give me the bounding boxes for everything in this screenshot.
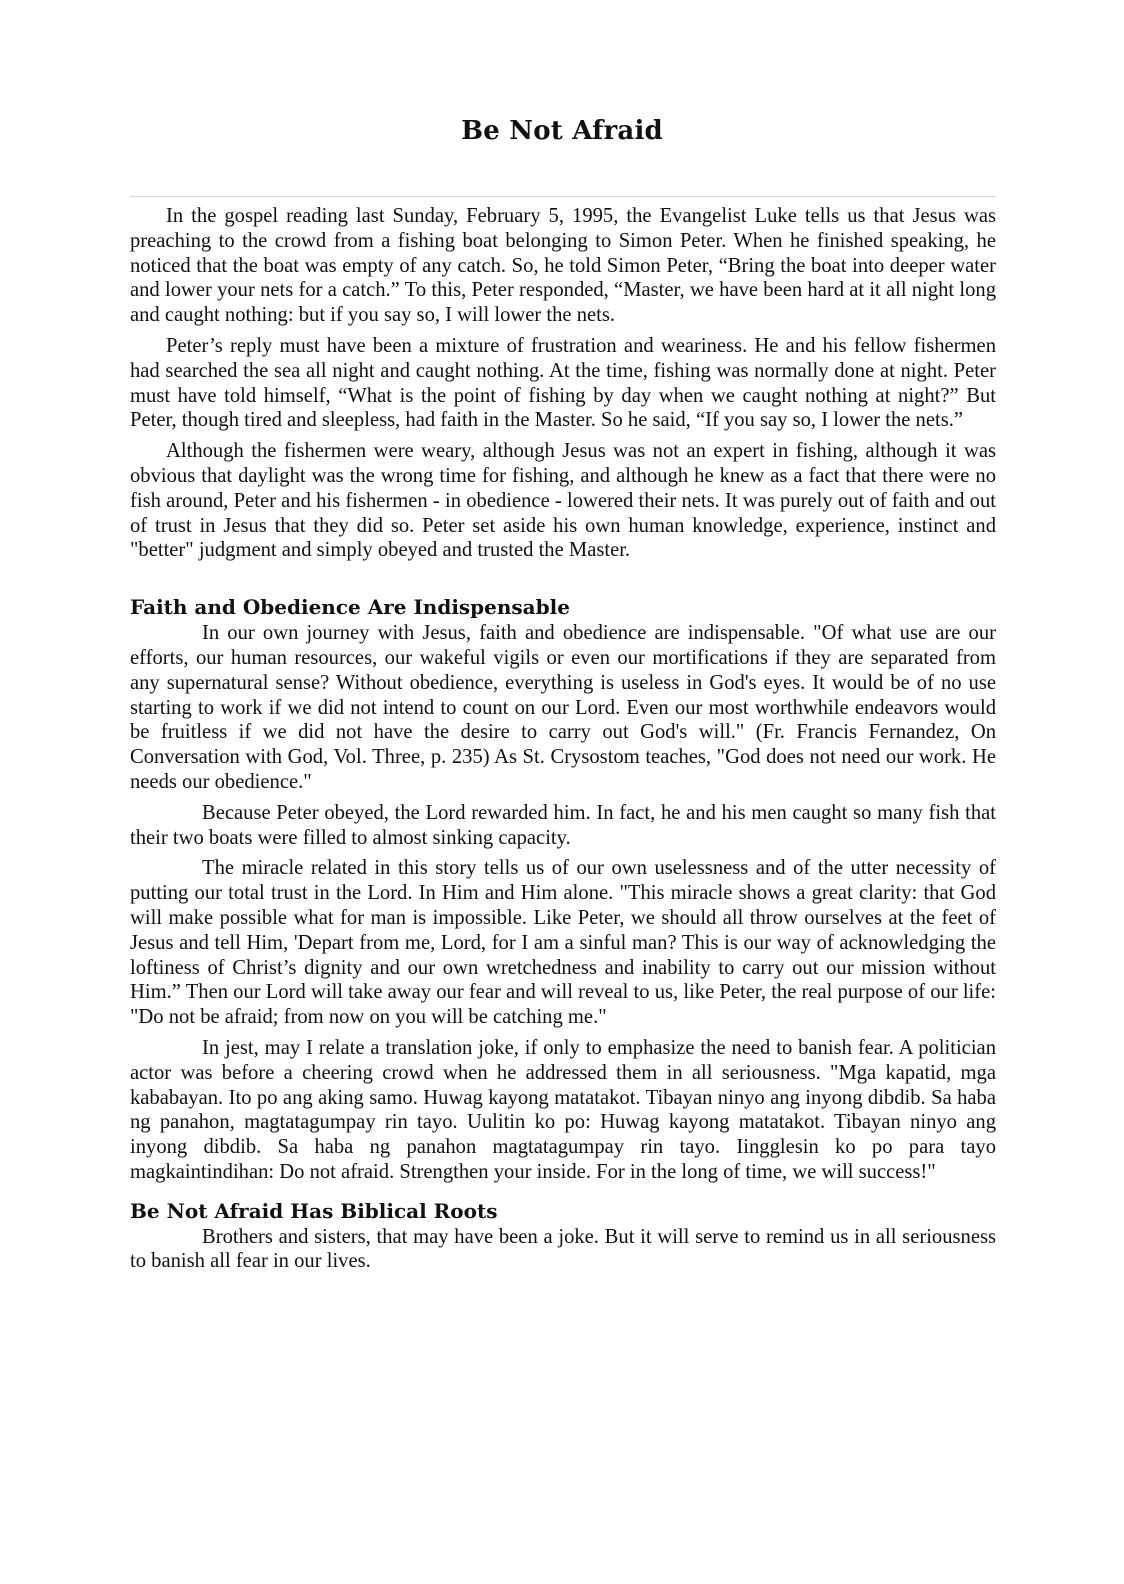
page-title: Be Not Afraid [461, 116, 663, 146]
section-heading-biblical-roots: Be Not Afraid Has Biblical Roots [130, 1198, 498, 1223]
section-1-paragraph-1: In our own journey with Jesus, faith and obedience are indispensable. "Of what use are our efforts, our human resources, our wakeful vigils or even our mortifications if they are separated from any supernatural sense? Without obedience, everything is useless in God's eyes. It would be of no use starting to work if we did not intend to count on our Lord. Even our most worthwhile endeavors would be fruitless if we did not have the desire to carry out God's will." (Fr. Francis Fernandez, On Conversation with God, Vol. Three, p. 235) As St. Crysostom teaches, "God does not need our work. He needs our obedience." [130, 622, 996, 793]
section-1-paragraph-2: Because Peter obeyed, the Lord rewarded him. In fact, he and his men caught so many fish that their two boats were filled to almost sinking capacity. [130, 801, 996, 849]
intro-paragraph-2: Peter’s reply must have been a mixture of frustration and weariness. He and his fellow fishermen had searched the sea all night and caught nothing. At the time, fishing was normally done at night. Peter must have told himself, “What is the point of fishing by day when we caught nothing at night?” But Peter, though tired and sleepless, had faith in the Master. So he said, “If you say so, I lower the nets.” [130, 334, 996, 432]
section-1-paragraph-4: In jest, may I relate a translation joke, if only to emphasize the need to banish fear. A politician actor was before a cheering crowd when he addressed them in all seriousness. "Mga kapatid, mga kababayan. Ito po ang aking samo. Huwag kayong matatakot. Tibayan ninyo ang inyong dibdib. Sa haba ng panahon, magtatagumpay rin tayo. Uulitin ko po: Huwag kayong matatakot. Tibayan ninyo ang inyong dibdib. Sa haba ng panahon magtatagumpay rin tayo. Iingglesin ko po para tayo magkaintindihan: Do not afraid. Strengthen your inside. For in the long of time, we will success!" [130, 1036, 996, 1183]
intro-paragraph-3: Although the fishermen were weary, although Jesus was not an expert in fishing, although it was obvious that daylight was the wrong time for fishing, and although he knew as a fact that there were no fish around, Peter and his fishermen - in obedience - lowered their nets. It was purely out of faith and out of trust in Jesus that they did so. Peter set aside his own human knowledge, experience, instinct and "better" judgment and simply obeyed and trusted the Master. [130, 440, 996, 562]
section-2-paragraph-1: Brothers and sisters, that may have been a joke. But it will serve to remind us in all seriousness to banish all fear in our lives. [130, 1225, 996, 1273]
section-1-paragraph-3: The miracle related in this story tells us of our own uselessness and of the utter necessity of putting our total trust in the Lord. In Him and Him alone. "This miracle shows a great clarity: that God will make possible what for man is impossible. Like Peter, we should all throw ourselves at the feet of Jesus and tell Him, 'Depart from me, Lord, for I am a sinful man? This is our way of acknowledging the loftiness of Christ’s dignity and our own wretchedness and inability to carry out our mission without Him.” Then our Lord will take away our fear and will reveal to us, like Peter, the real purpose of our life: "Do not be afraid; from now on you will be catching me." [130, 857, 996, 1029]
intro-paragraph-1: In the gospel reading last Sunday, February 5, 1995, the Evangelist Luke tells us that Jesus was preaching to the crowd from a fishing boat belonging to Simon Peter. When he finished speaking, he noticed that the boat was empty of any catch. So, he told Simon Peter, “Bring the boat into deeper water and lower your nets for a catch.” To this, Peter responded, “Master, we have been hard at it all night long and caught nothing: but if you say so, I will lower the nets. [130, 205, 996, 327]
document-body [130, 204, 996, 1280]
title-divider [130, 196, 996, 197]
section-heading-faith-obedience: Faith and Obedience Are Indispensable [130, 595, 570, 620]
